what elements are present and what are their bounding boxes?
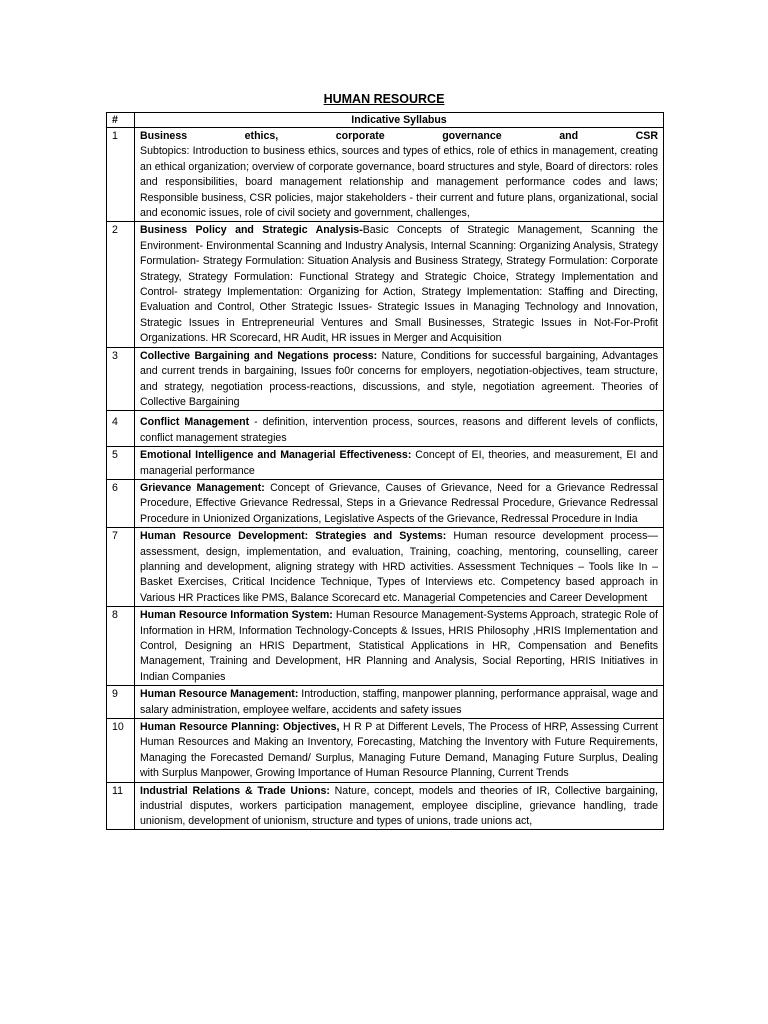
row-text: Nature, concept, models and theories of IR, Collective bargaining, industrial disputes, workers participation management, employee discipline, grievance handling, trade unionism, development of unionism, structure and types of unions, trade unions act, [140, 784, 658, 828]
row-text: Concept of EI, theories, and measurement, EI and managerial performance [140, 449, 658, 477]
row-heading: Emotional Intelligence and Managerial Effectiveness: [140, 449, 412, 462]
table-row [107, 719, 664, 783]
row-content [135, 782, 664, 829]
row-content [135, 411, 664, 447]
row-number: 4 [107, 411, 135, 447]
row-text: H R P at Different Levels, The Process of HRP, Assessing Current Human Resources and Making an Inventory, Forecasting, Matching the Inventory with Future Requirements, Managing the Forecasted Demand/ Surplus, Managing Future Demand, Managing Future Surplus, Dealing with Surplus Manpower, Growing Importance of Human Resource Planning, Current Trends [140, 721, 658, 780]
row-heading: Human Resource Planning: Objectives, [140, 721, 340, 734]
row-content [135, 479, 664, 527]
row-text: Concept of Grievance, Causes of Grievance, Need for a Grievance Redressal Procedure, Effective Grievance Redressal, Steps in a Grievance Redressal Procedure, Grievance Redressal Procedure in Unionized Organizations, Legislative Aspects of the Grievance, Redressal Procedure in India [140, 481, 658, 525]
table-header-row [107, 113, 664, 128]
syllabus-table [106, 112, 664, 830]
row-number: 10 [107, 719, 135, 783]
row-content [135, 447, 664, 480]
row-number: 1 [107, 128, 135, 222]
row-heading: Human Resource Development: Strategies and Systems: [140, 530, 447, 543]
row-number: 7 [107, 528, 135, 607]
row-content [135, 607, 664, 686]
row-content [135, 528, 664, 607]
row-text: Human resource development process—assessment, design, implementation, and evaluation, Training, coaching, mentoring, counselling, career planning and development, aligning strategy with HRD activities. Assessment Techniques – Tools like In –Basket Exercises, Critical Incidence Technique, Types of Interviews etc. Competency based approach in Various HR Practices like PMS, Balance Scorecard etc. Managerial Competencies and Career Development [140, 530, 658, 604]
row-text: Subtopics: Introduction to business ethics, sources and types of ethics, role of ethics in management, creating an ethical organization; overview of corporate governance, board structures and style, Board of directors: roles and responsibilities, board management relationship and management performance codes and laws; Responsible business, CSR policies, major stakeholders - their current and future plans, organizational, social and economic issues, role of civil society and government, challenges, [140, 145, 658, 220]
row-heading: Industrial Relations & Trade Unions: [140, 784, 330, 797]
page-title: HUMAN RESOURCE [323, 92, 445, 106]
row-text: Nature, Conditions for successful bargaining, Advantages and current trends in bargaining, Issues fo0r concerns for employers, negotiation-objectives, team structure, and strategy, negotiation process-reactions, discussions, and style, negotiation agreement. Theories of Collective Bargaining [140, 349, 658, 408]
row-text: Introduction, staffing, manpower planning, performance appraisal, wage and salary administration, employee welfare, accidents and safety issues [140, 688, 658, 716]
row-number: 2 [107, 222, 135, 347]
row-heading: Business Policy and Strategic Analysis- [140, 224, 363, 237]
header-syllabus: Indicative Syllabus [135, 113, 664, 128]
row-number: 8 [107, 607, 135, 686]
row-number: 6 [107, 479, 135, 527]
row-number: 9 [107, 686, 135, 719]
row-number: 5 [107, 447, 135, 480]
row-text: - definition, intervention process, sources, reasons and different levels of conflicts, conflict management strategies [140, 416, 658, 444]
row-content [135, 222, 664, 347]
table-row [107, 607, 664, 686]
table-row [107, 528, 664, 607]
table-row [107, 347, 664, 411]
table-row [107, 222, 664, 347]
row-heading: Collective Bargaining and Negations process: [140, 349, 378, 362]
row-content [135, 719, 664, 783]
header-number: # [107, 113, 135, 128]
table-row [107, 128, 664, 222]
table-row [107, 479, 664, 527]
table-row [107, 411, 664, 447]
table-row [107, 782, 664, 829]
table-row [107, 686, 664, 719]
row-content-clip [140, 784, 658, 829]
row-text: Human Resource Management-Systems Approach, strategic Role of Information in HRM, Information Technology-Concepts & Issues, HRIS Philosophy ,HRIS Implementation and Control, Designing an HRIS Department, Statistical Applications in HR, Compensation and Benefits Management, Training and Development, HR Planning and Analysis, Social Reporting, HRIS Initiatives in Indian Companies [140, 609, 658, 683]
row-heading: Business ethics, corporate governance and CSR [140, 130, 658, 142]
row-content [135, 686, 664, 719]
row-heading: Conflict Management [140, 416, 250, 429]
row-number: 11 [107, 782, 135, 829]
row-content [135, 347, 664, 411]
row-content [135, 128, 664, 222]
row-heading: Human Resource Management: [140, 688, 299, 701]
row-heading: Grievance Management: [140, 481, 265, 494]
row-number: 3 [107, 347, 135, 411]
table-row [107, 447, 664, 480]
row-heading: Human Resource Information System: [140, 609, 333, 622]
row-text: Basic Concepts of Strategic Management, Scanning the Environment- Environmental Scanning and Industry Analysis, Internal Scanning: Organizing Analysis, Strategy Formulation- Strategy Formulation: Situation Analysis and Business Strategy, Strategy Formulation: Corporate Strategy, Strategy Formulation: Functional Strategy and Strategic Choice, Strategy Implementation and Control- strategy Implementation: Organizing for Action, Strategy Implementation: Staffing and Directing, Evaluation and Control, Other Strategic Issues- Strategic Issues in Managing Technology and Innovation, Strategic Issues in Entrepreneurial Ventures and Small Businesses, Strategic Issues in Not-For-Profit Organizations. HR Scorecard, HR Audit, HR issues in Merger and Acquisition [140, 224, 658, 345]
